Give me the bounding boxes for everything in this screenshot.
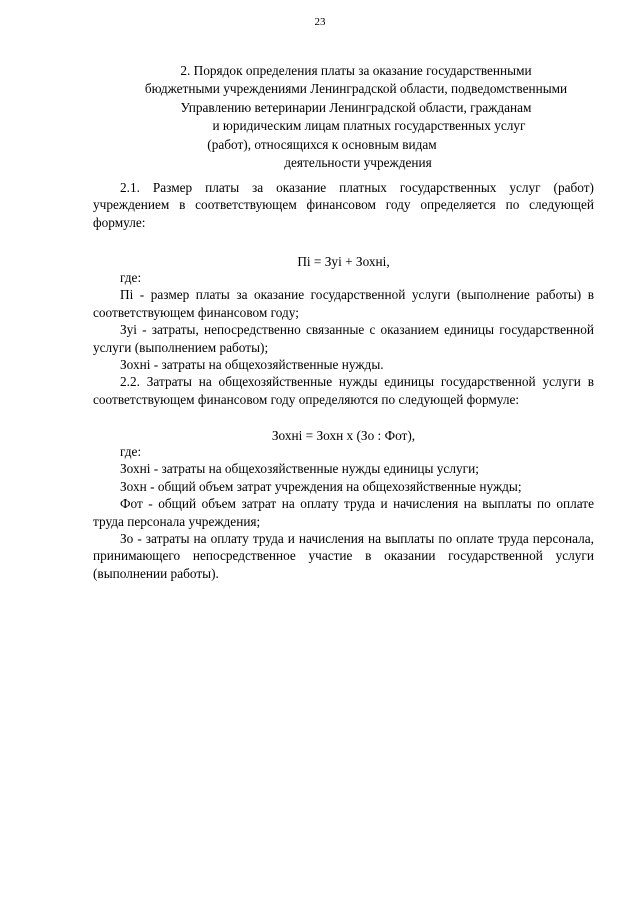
section-2-1-intro: 2.1. Размер платы за оказание платных государственных услуг (работ) учреждением в соответствующем финансовом году определяется по следующей формуле: [93, 180, 594, 230]
definition-item: Зохнi - затраты на общехозяйственные нужды единицы услуги; [120, 461, 479, 477]
formula-2: Зохнi = Зохн х (Зо : Фот), [271, 428, 416, 443]
where-label: где: [120, 270, 142, 285]
section-2-2-definitions [93, 443, 594, 582]
definition-item: Зо - затраты на оплату труда и начисления на выплаты по оплате труда персонала, принимающего непосредственное участие в оказании государственной услуги (выполнении работы). [93, 531, 594, 581]
section-2-1-definitions [93, 269, 594, 408]
heading-line: 2. Порядок определения платы за оказание государственными [180, 63, 532, 78]
page-number: 23 [314, 16, 326, 28]
definition-item: Пi - размер платы за оказание государственной услуги (выполнение работы) в соответствующем финансовом году; [93, 287, 594, 320]
where-label: где: [120, 444, 142, 459]
heading-line: (работ), относящихся к основным видам [207, 136, 437, 152]
section-heading [96, 62, 616, 172]
formula-1: Пi = Зуi + Зохнi, [297, 254, 390, 269]
formula-2-block [93, 427, 594, 444]
heading-line: деятельности учреждения [284, 155, 432, 171]
definition-item: Зуi - затраты, непосредственно связанные с оказанием единицы государственной услуги (выполнением работы); [93, 322, 594, 355]
definition-item: Зохнi - затраты на общехозяйственные нужды. [120, 357, 384, 373]
definition-item: Зохн - общий объем затрат учреждения на общехозяйственные нужды; [120, 478, 522, 494]
definition-item: Фот - общий объем затрат на оплату труда и начисления на выплаты по оплате труда персонала учреждения; [93, 496, 594, 529]
section-2-2-intro: 2.2. Затраты на общехозяйственные нужды единицы государственной услуги в соответствующем финансовом году определяются по следующей формуле: [93, 374, 594, 407]
section-2-1 [93, 179, 594, 231]
heading-line: бюджетными учреждениями Ленинградской области, подведомственными [144, 81, 568, 97]
heading-line: и юридическим лицам платных государственных услуг [212, 118, 526, 134]
heading-line: Управлению ветеринарии Ленинградской области, гражданам [180, 99, 532, 115]
formula-1-block [93, 253, 594, 270]
